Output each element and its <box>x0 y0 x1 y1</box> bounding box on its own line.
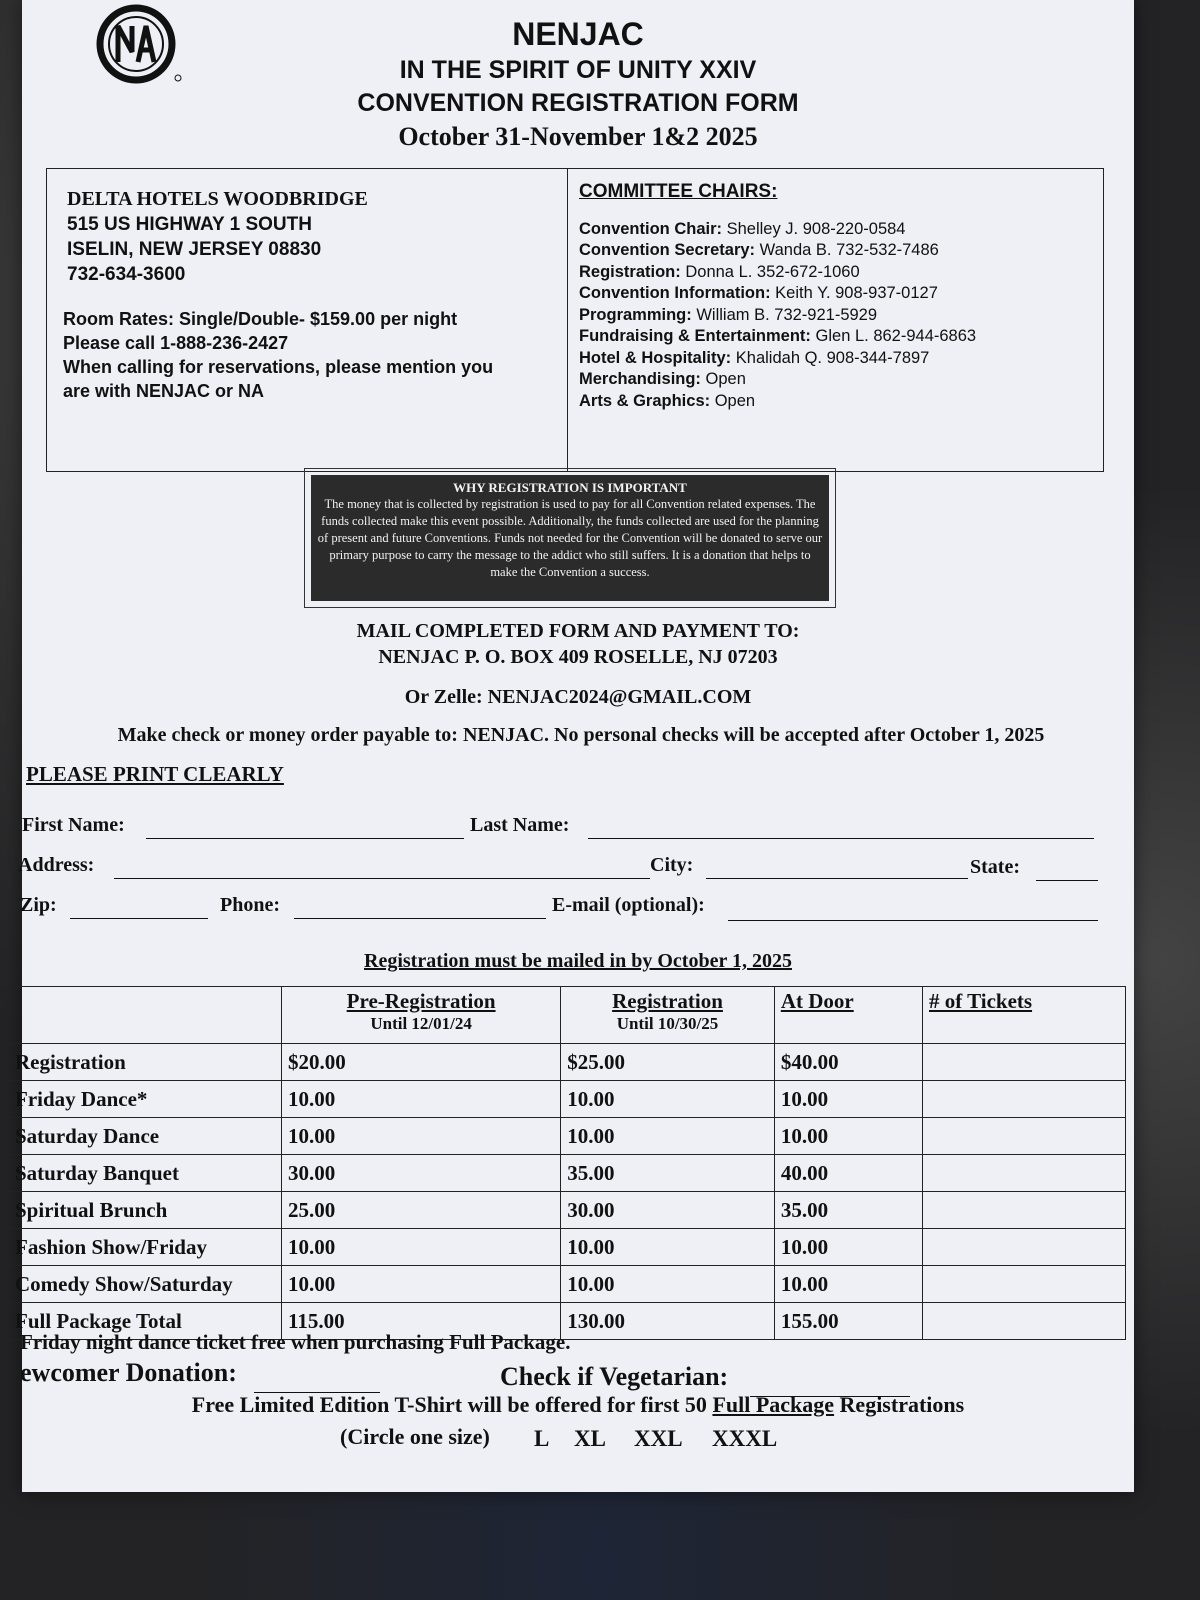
address-label: Address: <box>18 854 95 876</box>
hotel-name: DELTA HOTELS WOODBRIDGE <box>67 188 368 210</box>
pre-registration-header: Pre-Registration Until 12/01/24 <box>282 987 561 1044</box>
event-dates: October 31-November 1&2 2025 <box>398 122 758 151</box>
ticket-count-field[interactable] <box>923 1192 1126 1229</box>
room-rates <box>63 307 563 403</box>
phone-field[interactable] <box>294 918 546 919</box>
state-field[interactable] <box>1036 880 1098 881</box>
committee-row: Convention Information: Keith Y. 908-937-0127 <box>579 284 938 302</box>
at-door-header: At Door <box>774 987 922 1044</box>
at-door-price: 10.00 <box>774 1118 922 1155</box>
hotel-phone: 732-634-3600 <box>67 264 186 285</box>
ticket-count-field[interactable] <box>923 1155 1126 1192</box>
size-option-l[interactable]: L <box>534 1426 550 1451</box>
print-clearly: PLEASE PRINT CLEARLY <box>26 762 284 786</box>
why-title: WHY REGISTRATION IS IMPORTANT <box>453 480 687 495</box>
committee-row: Arts & Graphics: Open <box>579 391 756 410</box>
pre-registration-price: 30.00 <box>282 1155 561 1192</box>
committee-row: Merchandising: Open <box>579 370 746 388</box>
table-row <box>7 1044 1126 1081</box>
why-body: The money that is collected by registration is used to pay for all Convention related expenses. The funds collected make this event possible. Additionally, the funds collected are used for the planning of present and future Conventions. Funds not needed for the Convention will be donated to serve our primary purpose to carry the message to the addict who still suffers. It is a donation that helps to make the Convention a success. <box>317 497 823 579</box>
email-field[interactable] <box>728 920 1098 921</box>
size-option-xxl[interactable]: XXL <box>634 1426 683 1451</box>
tshirt-offer: Free Limited Edition T-Shirt will be offered for first 50 Full Package Registrations <box>191 1392 965 1417</box>
ticket-count-field[interactable] <box>923 1303 1126 1340</box>
first-name-field[interactable] <box>146 838 464 839</box>
first-name-label: First Name: <box>22 814 125 836</box>
pre-registration-price: 25.00 <box>282 1192 561 1229</box>
mail-address: NENJAC P. O. BOX 409 ROSELLE, NJ 07203 <box>378 646 778 668</box>
reservation-phone: Please call 1-888-236-2427 <box>63 333 289 353</box>
table-row <box>7 1155 1126 1192</box>
item-cell: Registration <box>7 1044 282 1081</box>
item-cell: Full Package Total <box>7 1303 282 1340</box>
ticket-count-field[interactable] <box>923 1118 1126 1155</box>
committee-chairs <box>579 181 1099 412</box>
size-option-xl[interactable]: XL <box>574 1426 606 1451</box>
hotel-street: 515 US HIGHWAY 1 SOUTH <box>67 214 312 235</box>
item-cell: Fashion Show/Friday <box>7 1229 282 1266</box>
table-row <box>7 1118 1126 1155</box>
state-label: State: <box>970 856 1020 878</box>
pre-registration-price: 10.00 <box>282 1081 561 1118</box>
registration-price: 10.00 <box>561 1229 775 1266</box>
last-name-label: Last Name: <box>470 814 570 836</box>
registration-price: 10.00 <box>561 1266 775 1303</box>
registration-form <box>15 0 1134 1492</box>
table-row <box>7 1081 1126 1118</box>
tickets-header: # of Tickets <box>923 987 1126 1044</box>
last-name-field[interactable] <box>588 838 1094 839</box>
pre-registration-price: 10.00 <box>282 1266 561 1303</box>
friday-dance-note: Friday night dance ticket free when purchasing Full Package. <box>20 1330 571 1354</box>
hotel-info <box>67 187 557 287</box>
table-row <box>7 1229 1126 1266</box>
email-label: E-mail (optional): <box>552 894 705 916</box>
registration-price: 35.00 <box>561 1155 775 1192</box>
at-door-price: 35.00 <box>774 1192 922 1229</box>
committee-row: Registration: Donna L. 352-672-1060 <box>579 262 860 281</box>
address-field[interactable] <box>114 878 650 879</box>
city-label: City: <box>650 854 694 876</box>
info-divider <box>567 169 568 471</box>
zelle-info: Or Zelle: NENJAC2024@GMAIL.COM <box>404 686 752 708</box>
table-row <box>7 1192 1126 1229</box>
ticket-count-field[interactable] <box>923 1081 1126 1118</box>
empty-header <box>7 987 282 1044</box>
pre-registration-price: $20.00 <box>282 1044 561 1081</box>
ticket-count-field[interactable] <box>923 1229 1126 1266</box>
ticket-count-field[interactable] <box>923 1044 1126 1081</box>
price-table <box>6 986 1126 1340</box>
item-cell: Saturday Banquet <box>7 1155 282 1192</box>
committee-row: Hotel & Hospitality: Khalidah Q. 908-344-7897 <box>579 348 930 367</box>
vegetarian-label: Check if Vegetarian: <box>500 1362 729 1391</box>
reservation-note-2: are with NENJAC or NA <box>63 381 265 401</box>
table-row <box>7 1266 1126 1303</box>
at-door-price: $40.00 <box>774 1044 922 1081</box>
form-title: CONVENTION REGISTRATION FORM <box>357 89 799 117</box>
registration-price: 10.00 <box>561 1081 775 1118</box>
phone-label: Phone: <box>220 894 280 916</box>
registration-price: $25.00 <box>561 1044 775 1081</box>
city-field[interactable] <box>706 878 968 879</box>
event-title: IN THE SPIRIT OF UNITY XXIV <box>399 56 757 84</box>
payable-note: Make check or money order payable to: NENJAC. No personal checks will be accepted after October 1, 2025 <box>117 724 1045 746</box>
circle-size-label: (Circle one size) <box>340 1424 490 1449</box>
reservation-note-1: When calling for reservations, please mention you <box>63 357 494 377</box>
mail-deadline: Registration must be mailed in by October 1, 2025 <box>364 950 792 972</box>
at-door-price: 40.00 <box>774 1155 922 1192</box>
at-door-price: 155.00 <box>774 1303 922 1340</box>
zip-field[interactable] <box>70 918 208 919</box>
info-box <box>46 168 1104 472</box>
room-rate-text: Room Rates: Single/Double- $159.00 per night <box>63 309 458 329</box>
item-cell: Comedy Show/Saturday <box>7 1266 282 1303</box>
registration-price: 30.00 <box>561 1192 775 1229</box>
committee-title: COMMITTEE CHAIRS: <box>579 181 778 202</box>
pre-registration-price: 10.00 <box>282 1229 561 1266</box>
at-door-price: 10.00 <box>774 1081 922 1118</box>
committee-row: Programming: William B. 732-921-5929 <box>579 305 878 324</box>
table-header-row <box>7 987 1126 1044</box>
committee-row: Convention Chair: Shelley J. 908-220-0584 <box>579 219 906 238</box>
committee-row: Convention Secretary: Wanda B. 732-532-7486 <box>579 241 939 259</box>
ticket-count-field[interactable] <box>923 1266 1126 1303</box>
item-cell: Friday Dance* <box>7 1081 282 1118</box>
item-cell: Saturday Dance <box>7 1118 282 1155</box>
zip-label: Zip: <box>20 894 57 916</box>
pre-registration-price: 10.00 <box>282 1118 561 1155</box>
mail-line-1: MAIL COMPLETED FORM AND PAYMENT TO: <box>356 620 800 642</box>
size-option-xxxl[interactable]: XXXL <box>712 1426 778 1451</box>
registration-price: 10.00 <box>561 1118 775 1155</box>
why-registration-box <box>304 468 836 608</box>
registration-header: Registration Until 10/30/25 <box>561 987 775 1044</box>
registration-price: 130.00 <box>561 1303 775 1340</box>
org-title: NENJAC <box>512 16 644 52</box>
newcomer-donation-label: ewcomer Donation: <box>20 1358 237 1387</box>
at-door-price: 10.00 <box>774 1229 922 1266</box>
at-door-price: 10.00 <box>774 1266 922 1303</box>
hotel-city: ISELIN, NEW JERSEY 08830 <box>67 239 322 260</box>
item-cell: Spiritual Brunch <box>7 1192 282 1229</box>
committee-row: Fundraising & Entertainment: Glen L. 862-944-6863 <box>579 327 977 345</box>
pre-registration-price: 115.00 <box>282 1303 561 1340</box>
